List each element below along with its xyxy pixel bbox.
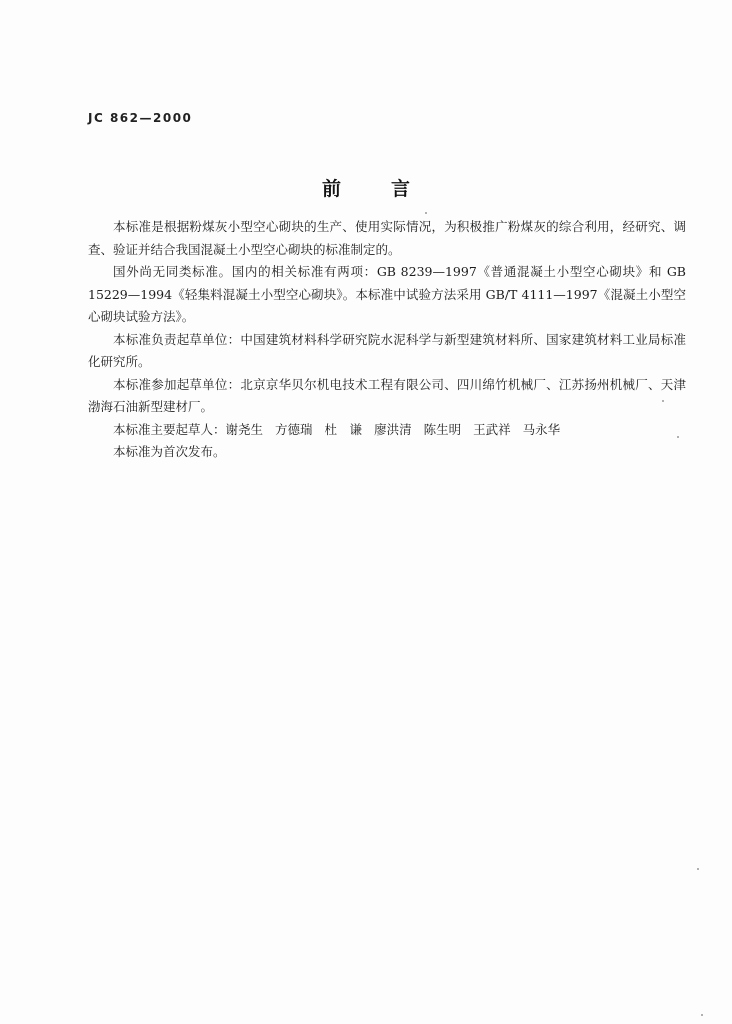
page-title: 前言: [321, 178, 460, 200]
drafter-name: 马永华: [522, 421, 561, 437]
paragraph-related-standards: 国外尚无同类标准。国内的相关标准有两项：GB 8239—1997《普通混凝土小型空心砌块》和 GB 15229—1994《轻集料混凝土小型空心砌块》。本标准中试验方法采用 GB/T 4111—1997《混凝土小型空心砌块试验方法》。: [88, 264, 686, 324]
paragraph-responsible-unit: 本标准负责起草单位：中国建筑材料科学研究院水泥科学与新型建筑材料所、国家建筑材料工业局标准化研究所。: [88, 331, 686, 369]
paragraph-purpose: 本标准是根据粉煤灰小型空心砌块的生产、使用实际情况，为积极推广粉煤灰的综合利用，经研究、调查、验证并结合我国混凝土小型空心砌块的标准制定的。: [88, 219, 686, 257]
drafter-name: 廖洪清: [374, 421, 412, 437]
scan-speck: [662, 400, 664, 402]
scan-speck: [701, 1014, 703, 1016]
drafters-label: 本标准主要起草人：: [113, 421, 226, 437]
scan-speck: [677, 436, 679, 438]
foreword-body: [88, 216, 686, 464]
paragraph-first-release: 本标准为首次发布。: [113, 444, 226, 459]
drafter-name: 杜 谦: [324, 421, 363, 437]
scan-speck: [425, 212, 427, 214]
drafter-name: 谢尧生: [225, 421, 264, 437]
paragraph-participating-units: 本标准参加起草单位：北京京华贝尔机电技术工程有限公司、四川绵竹机械厂、江苏扬州机械厂、天津渤海石油新型建材厂。: [88, 376, 686, 414]
standard-code: JC 862—2000: [88, 111, 193, 125]
scan-speck: [697, 868, 699, 870]
drafter-name: 方德瑞: [275, 421, 313, 437]
drafter-name: 陈生明: [423, 421, 462, 437]
drafter-name: 王武祥: [473, 421, 511, 437]
paragraph-main-drafters: [88, 419, 686, 442]
